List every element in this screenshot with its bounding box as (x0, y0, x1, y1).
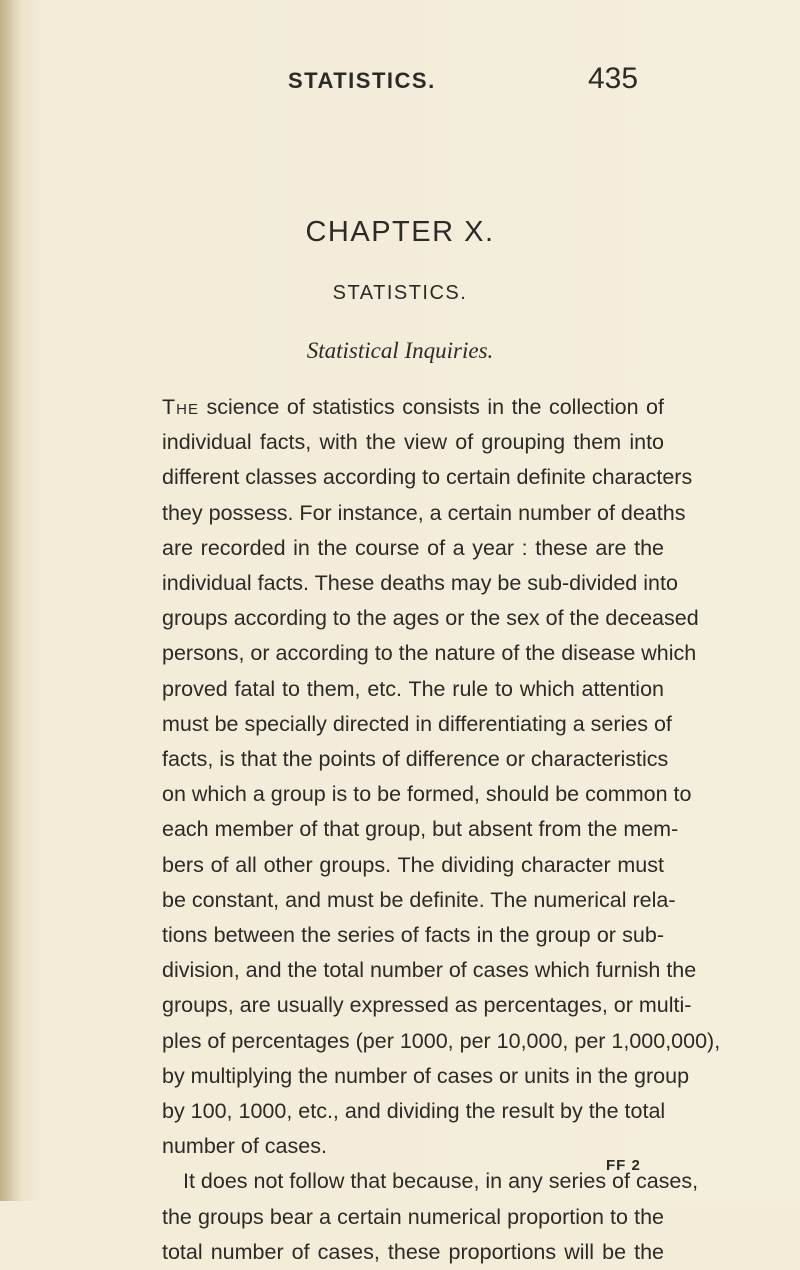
text-line: individual facts, with the view of grouping them into (162, 430, 664, 455)
text-line: persons, or according to the nature of the disease which (162, 641, 697, 666)
text-line: groups, are usually expressed as percentages, or multi- (162, 993, 692, 1018)
page-number: 435 (588, 62, 639, 95)
text-line: the groups bear a certain numerical proportion to the (162, 1204, 664, 1229)
text-line: bers of all other groups. The dividing character must (162, 852, 664, 877)
body-text (162, 390, 721, 1270)
text-line: tions between the series of facts in the group or sub- (162, 923, 664, 948)
text-line: be constant, and must be definite. The numerical rela- (162, 887, 676, 912)
text-line: number of cases. (162, 1134, 327, 1159)
running-title: STATISTICS. (288, 68, 436, 93)
text-line: different classes according to certain definite characters (162, 465, 693, 490)
text-line: by 100, 1000, etc., and dividing the result by the total (162, 1099, 666, 1124)
text-line: by multiplying the number of cases or units in the group (162, 1063, 690, 1088)
text-line: on which a group is to be formed, should be common to (162, 782, 692, 807)
text-line: are recorded in the course of a year : these are the (162, 535, 664, 560)
drop-word: The (162, 395, 199, 419)
text-line (162, 390, 664, 425)
text-line: division, and the total number of cases which furnish the (162, 958, 697, 983)
gutter-shadow (0, 0, 22, 1201)
text-line: It does not follow that because, in any series of cases, (183, 1169, 699, 1194)
text-line: facts, is that the points of difference or characteristics (162, 747, 669, 772)
text-line: groups according to the ages or the sex of the deceased (162, 606, 699, 631)
text-line: proved fatal to them, etc. The rule to which attention (162, 676, 664, 701)
text-line: ples of percentages (per 1000, per 10,000, per 1,000,000), (162, 1028, 721, 1053)
signature-mark: FF 2 (606, 1157, 641, 1174)
text-line: they possess. For instance, a certain number of deaths (162, 500, 686, 525)
running-head (0, 58, 800, 98)
text-line: each member of that group, but absent from the mem- (162, 817, 679, 842)
chapter-heading: CHAPTER X. (305, 216, 495, 248)
section-heading: STATISTICS. (332, 282, 468, 304)
subsection-heading: Statistical Inquiries. (306, 338, 494, 363)
first-line-text: science of statistics consists in the collection of (198, 395, 664, 419)
text-line: total number of cases, these proportions will be the (162, 1239, 664, 1264)
text-line: must be specially directed in differentiating a series of (162, 711, 672, 736)
text-line: individual facts. These deaths may be sub-divided into (162, 571, 678, 596)
